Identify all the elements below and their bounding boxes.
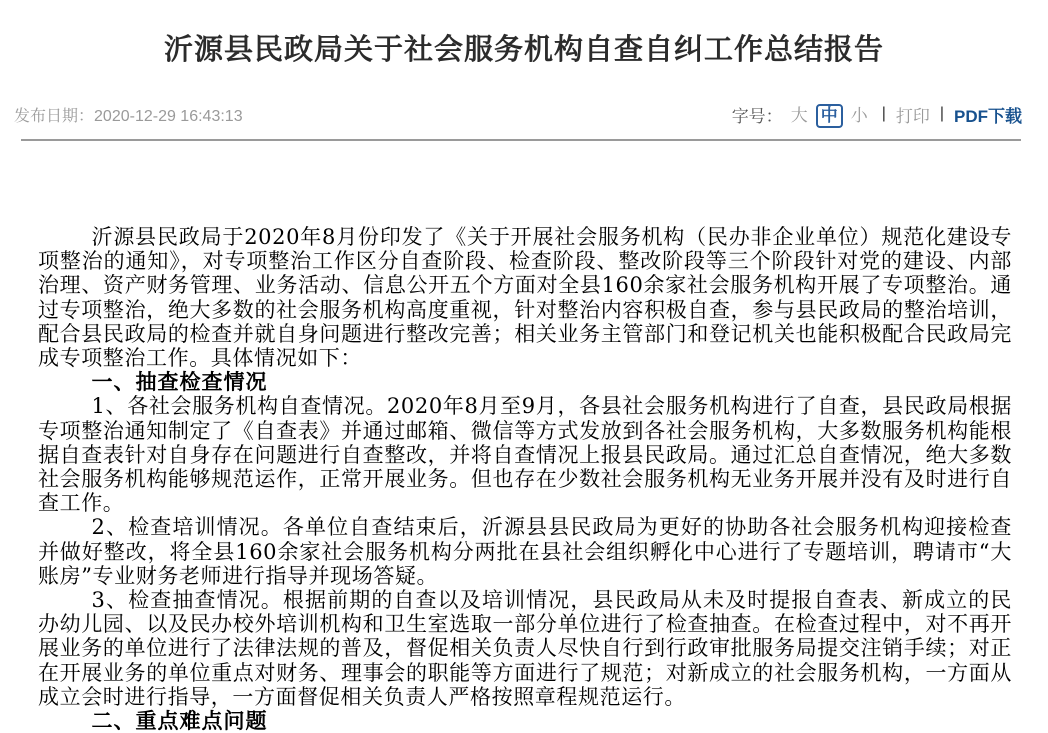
font-size-label: 字号： bbox=[731, 106, 783, 126]
pdf-download-button[interactable]: PDF下载 bbox=[954, 106, 1022, 126]
body-paragraph: 沂源县民政局于2020年8月份印发了《关于开展社会服务机构（民办非企业单位）规范化建设专项整治的通知》，对专项整治工作区分自查阶段、检查阶段、整改阶段等三个阶段针对党的建设、内部治理、资产财务管理、业务活动、信息公开五个方面对全县160余家社会服务机构开展了专项整治。通过专项整治，绝大多数的社会服务机构高度重视，针对整治内容积极自查，参与县民政局的整治培训，配合县民政局的检查并就自身问题进行整改完善；相关业务主管部门和登记机关也能积极配合民政局完成专项整治工作。具体情况如下： bbox=[38, 225, 1012, 371]
body-paragraph: 1、各社会服务机构自查情况。2020年8月至9月，各县社会服务机构进行了自查，县民政局根据专项整治通知制定了《自查表》并通过邮箱、微信等方式发放到各社会服务机构，大多数服务机构能根据自查表针对自身存在问题进行自查整改，并将自查情况上报县民政局。通过汇总自查情况，绝大多数社会服务机构能够规范运作，正常开展业务。但也存在少数社会服务机构无业务开展并没有及时进行自查工作。 bbox=[38, 394, 1012, 516]
section-heading: 一、抽查检查情况 bbox=[91, 370, 268, 395]
article-toolbar bbox=[732, 101, 1022, 128]
font-size-option-large[interactable]: 大 bbox=[790, 105, 808, 125]
separator: | bbox=[939, 105, 944, 122]
body-paragraph: 2、检查培训情况。各单位自查结束后，沂源县县民政局为更好的协助各社会服务机构迎接检查并做好整改，将全县160余家社会服务机构分两批在县社会组织孵化中心进行了专题培训，聘请市“大账房”专业财务老师进行指导并现场答疑。 bbox=[38, 515, 1012, 588]
print-button[interactable]: 打印 bbox=[895, 106, 930, 126]
meta-row bbox=[0, 99, 1048, 129]
article-body bbox=[38, 141, 1012, 733]
section-heading: 二、重点难点问题 bbox=[91, 709, 268, 733]
page-title: 沂源县民政局关于社会服务机构自查自纠工作总结报告 bbox=[163, 34, 884, 66]
publish-date-value: 2020-12-29 16:43:13 bbox=[94, 107, 243, 125]
separator: | bbox=[881, 105, 886, 122]
font-size-option-medium[interactable]: 中 bbox=[816, 104, 843, 128]
publish-date bbox=[14, 103, 243, 126]
font-size-options bbox=[787, 101, 872, 128]
body-paragraph: 3、检查抽查情况。根据前期的自查以及培训情况，县民政局从未及时提报自查表、新成立的民办幼儿园、以及民办校外培训机构和卫生室选取一部分单位进行了检查抽查。在检查过程中，对不再开展业务的单位进行了法律法规的普及，督促相关负责人尽快自行到行政审批服务局提交注销手续；对正在开展业务的单位重点对财务、理事会的职能等方面进行了规范；对新成立的社会服务机构，一方面从成立会时进行指导，一方面督促相关负责人严格按照章程规范运行。 bbox=[38, 588, 1012, 709]
font-size-option-small[interactable]: 小 bbox=[850, 105, 868, 125]
publish-date-label: 发布日期： bbox=[14, 107, 95, 125]
